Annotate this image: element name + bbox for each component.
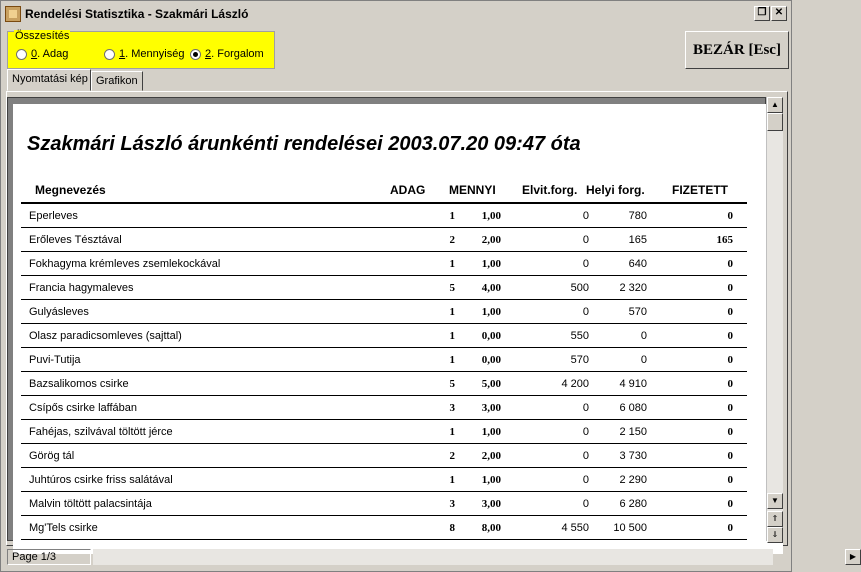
cell-fizetett: 0 [727,474,733,486]
close-button[interactable]: BEZÁR [Esc] [685,31,789,69]
cell-adag: 1 [449,330,455,342]
cell-name: Fokhagyma krémleves zsemlekockával [29,258,221,270]
cell-helyi-forg: 0 [640,354,647,366]
table-row [21,204,747,228]
close-window-button[interactable]: ✕ [771,6,787,21]
table-row [21,228,747,252]
table-row [21,324,747,348]
cell-mennyi: 5,00 [481,378,501,390]
cell-fizetett: 0 [727,282,733,294]
cell-name: Csípős csirke laffában [29,402,138,414]
table-row [21,444,747,468]
radio-mennyiseg-indicator[interactable] [104,49,115,60]
table-row [21,348,747,372]
cell-elvit-forg: 550 [570,330,589,342]
cell-name: Bazsalikomos csirke [29,378,129,390]
cell-elvit-forg: 0 [582,234,589,246]
cell-mennyi: 4,00 [481,282,501,294]
grouping-legend: Összesítés [15,30,70,42]
cell-adag: 1 [449,210,455,222]
table-row [21,516,747,540]
header-adag: ADAG [390,183,426,197]
report-title: Szakmári László árunkénti rendelései 2003.07.20 09:47 óta [27,133,581,155]
page-up-button[interactable]: ⇑ [767,511,783,527]
cell-elvit-forg: 0 [582,498,589,510]
cell-name: Olasz paradicsomleves (sajttal) [29,330,182,342]
table-row [21,420,747,444]
cell-name: Puvi-Tutija [29,354,81,366]
page-down-button[interactable]: ⇓ [767,527,783,543]
radio-adag-label: . Adag [37,48,69,60]
radio-adag-indicator[interactable] [16,49,27,60]
cell-name: Mg'Tels csirke [29,522,98,534]
table-row [21,252,747,276]
cell-name: Gulyásleves [29,306,89,318]
cell-helyi-forg: 2 290 [619,474,647,486]
cell-adag: 1 [449,354,455,366]
cell-adag: 1 [449,306,455,318]
cell-helyi-forg: 3 730 [619,450,647,462]
radio-forgalom[interactable] [190,48,264,60]
window-title: Rendelési Statisztika - Szakmári László [25,7,249,21]
cell-helyi-forg: 165 [628,234,647,246]
cell-fizetett: 0 [727,426,733,438]
cell-helyi-forg: 10 500 [613,522,647,534]
cell-mennyi: 1,00 [481,210,501,222]
cell-adag: 3 [449,402,455,414]
cell-fizetett: 0 [727,330,733,342]
cell-adag: 1 [449,474,455,486]
cell-mennyi: 0,00 [481,354,501,366]
tab-chart[interactable]: Grafikon [91,71,143,91]
cell-mennyi: 1,00 [481,474,501,486]
cell-fizetett: 0 [727,210,733,222]
cell-fizetett: 0 [727,258,733,270]
status-bar [5,547,857,567]
cell-fizetett: 0 [727,306,733,318]
radio-mennyiseg-label: . Mennyiség [125,48,185,60]
cell-helyi-forg: 780 [628,210,647,222]
radio-forgalom-label: . Forgalom [211,48,264,60]
cell-adag: 2 [449,450,455,462]
report-rows [21,204,747,540]
cell-fizetett: 165 [716,234,733,246]
cell-elvit-forg: 0 [582,258,589,270]
cell-mennyi: 2,00 [481,234,501,246]
cell-elvit-forg: 0 [582,402,589,414]
cell-helyi-forg: 4 910 [619,378,647,390]
header-fizetett: FIZETETT [672,183,728,197]
cell-elvit-forg: 570 [570,354,589,366]
cell-fizetett: 0 [727,498,733,510]
app-icon [5,6,21,22]
cell-helyi-forg: 6 280 [619,498,647,510]
cell-fizetett: 0 [727,522,733,534]
cell-name: Francia hagymaleves [29,282,134,294]
restore-button[interactable]: ❐ [754,6,770,21]
cell-helyi-forg: 640 [628,258,647,270]
radio-forgalom-indicator[interactable] [190,49,201,60]
cell-helyi-forg: 2 150 [619,426,647,438]
cell-fizetett: 0 [727,354,733,366]
title-bar [1,1,791,27]
table-row [21,372,747,396]
cell-fizetett: 0 [727,402,733,414]
cell-helyi-forg: 6 080 [619,402,647,414]
cell-elvit-forg: 500 [570,282,589,294]
radio-mennyiseg-key: 1 [119,48,126,60]
cell-elvit-forg: 0 [582,426,589,438]
radio-forgalom-key: 2 [205,48,212,60]
cell-adag: 8 [449,522,455,534]
table-row [21,276,747,300]
header-elvit-forg: Elvit.forg. [522,183,578,197]
cell-name: Juhtúros csirke friss salátával [29,474,173,486]
radio-mennyiseg[interactable] [104,48,184,60]
header-megnevezes: Megnevezés [35,183,106,197]
cell-helyi-forg: 2 320 [619,282,647,294]
cell-name: Eperleves [29,210,78,222]
cell-name: Erőleves Tésztával [29,234,122,246]
page-indicator: Page 1/3 [7,549,91,565]
table-row [21,492,747,516]
cell-helyi-forg: 570 [628,306,647,318]
header-mennyi: MENNYI [449,183,496,197]
scroll-right-button[interactable]: ▶ [845,549,861,565]
cell-adag: 2 [449,234,455,246]
header-helyi-forg: Helyi forg. [586,183,645,197]
scroll-thumb[interactable] [767,113,783,131]
cell-mennyi: 2,00 [481,450,501,462]
radio-adag[interactable] [16,48,68,60]
scroll-down-button[interactable]: ▼ [767,493,783,509]
tab-print-preview[interactable]: Nyomtatási kép [7,69,91,91]
cell-adag: 5 [449,378,455,390]
cell-mennyi: 0,00 [481,330,501,342]
cell-elvit-forg: 0 [582,306,589,318]
cell-fizetett: 0 [727,450,733,462]
cell-mennyi: 1,00 [481,258,501,270]
table-row [21,300,747,324]
cell-elvit-forg: 0 [582,474,589,486]
table-row [21,396,747,420]
cell-elvit-forg: 0 [582,450,589,462]
cell-mennyi: 3,00 [481,498,501,510]
print-preview-viewport[interactable] [7,97,766,541]
horizontal-scrollbar[interactable] [93,549,857,565]
table-row [21,468,747,492]
cell-mennyi: 1,00 [481,306,501,318]
cell-adag: 5 [449,282,455,294]
cell-adag: 3 [449,498,455,510]
cell-adag: 1 [449,426,455,438]
cell-name: Fahéjas, szilvával töltött jérce [29,426,173,438]
cell-fizetett: 0 [727,378,733,390]
cell-elvit-forg: 4 200 [561,378,589,390]
cell-mennyi: 8,00 [481,522,501,534]
cell-mennyi: 1,00 [481,426,501,438]
report-page [13,104,783,554]
vertical-scrollbar[interactable] [766,97,783,541]
cell-elvit-forg: 0 [582,210,589,222]
radio-adag-key: 0 [31,48,38,60]
cell-name: Malvin töltött palacsintája [29,498,152,510]
cell-elvit-forg: 4 550 [561,522,589,534]
cell-mennyi: 3,00 [481,402,501,414]
scroll-up-button[interactable]: ▲ [767,97,783,113]
cell-name: Görög tál [29,450,75,462]
grouping-radio-group [7,31,275,69]
cell-adag: 1 [449,258,455,270]
cell-helyi-forg: 0 [640,330,647,342]
